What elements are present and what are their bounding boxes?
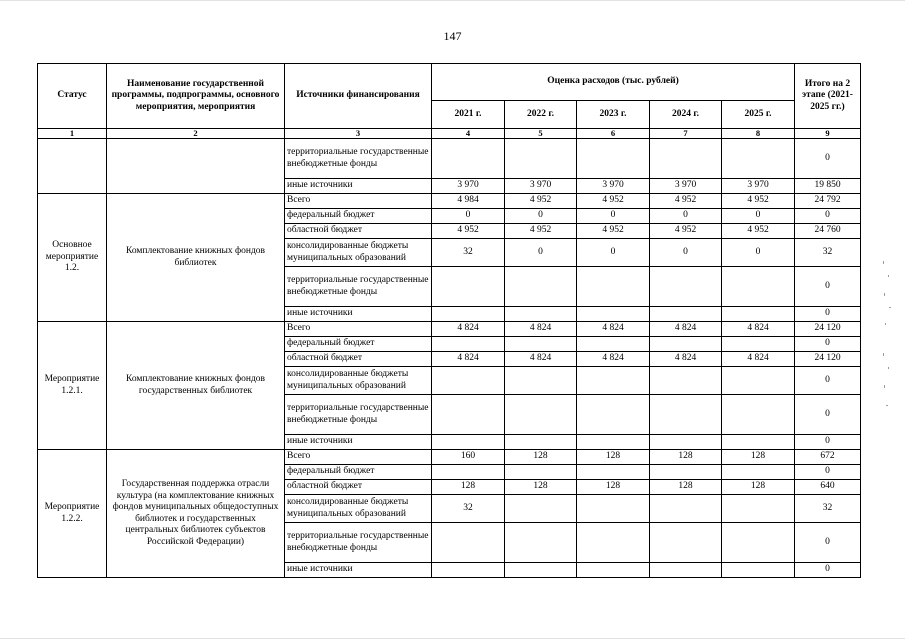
value-cell <box>722 367 795 395</box>
header-year: 2022 г. <box>505 101 577 129</box>
table-body <box>38 64 861 578</box>
value-cell <box>650 337 722 352</box>
value-cell: 4 952 <box>577 224 650 239</box>
table-row <box>38 139 861 179</box>
value-cell: 3 970 <box>505 179 577 194</box>
value-cell <box>505 495 577 523</box>
table-row <box>38 194 861 209</box>
value-cell: 0 <box>577 239 650 267</box>
header-status: Статус <box>38 64 107 129</box>
source-cell: Всего <box>285 450 432 465</box>
status-cell: Мероприятие 1.2.2. <box>38 450 107 578</box>
scan-edge-top <box>0 0 905 1</box>
value-cell <box>722 495 795 523</box>
source-cell: федеральный бюджет <box>285 337 432 352</box>
value-cell <box>577 495 650 523</box>
total-cell: 0 <box>795 337 861 352</box>
value-cell <box>505 435 577 450</box>
source-cell: иные источники <box>285 563 432 578</box>
value-cell <box>505 395 577 435</box>
total-cell: 0 <box>795 465 861 480</box>
total-cell: 672 <box>795 450 861 465</box>
value-cell <box>650 307 722 322</box>
value-cell <box>505 523 577 563</box>
source-cell: Всего <box>285 322 432 337</box>
source-cell: Всего <box>285 194 432 209</box>
value-cell: 4 824 <box>722 322 795 337</box>
value-cell: 4 952 <box>722 194 795 209</box>
value-cell <box>505 307 577 322</box>
value-cell <box>650 267 722 307</box>
value-cell: 128 <box>722 450 795 465</box>
total-cell: 0 <box>795 139 861 179</box>
source-cell: иные источники <box>285 307 432 322</box>
value-cell <box>505 563 577 578</box>
status-cell: Основное мероприятие 1.2. <box>38 194 107 322</box>
source-cell: федеральный бюджет <box>285 465 432 480</box>
column-number: 9 <box>795 129 861 139</box>
value-cell: 160 <box>432 450 505 465</box>
value-cell <box>577 267 650 307</box>
column-number: 6 <box>577 129 650 139</box>
value-cell <box>650 563 722 578</box>
value-cell <box>577 523 650 563</box>
budget-table <box>37 63 861 578</box>
value-cell <box>505 337 577 352</box>
value-cell: 4 824 <box>432 352 505 367</box>
column-number: 8 <box>722 129 795 139</box>
value-cell <box>505 267 577 307</box>
value-cell: 0 <box>650 239 722 267</box>
name-cell: Комплектование книжных фондов государственных библиотек <box>107 322 285 450</box>
value-cell <box>650 495 722 523</box>
value-cell: 4 952 <box>577 194 650 209</box>
header-name: Наименование государственной программы, подпрограммы, основного мероприятия, мероприятия <box>107 64 285 129</box>
total-cell: 24 120 <box>795 352 861 367</box>
value-cell: 128 <box>577 450 650 465</box>
total-cell: 0 <box>795 307 861 322</box>
value-cell <box>650 395 722 435</box>
value-cell: 4 824 <box>505 322 577 337</box>
total-cell: 32 <box>795 495 861 523</box>
value-cell <box>432 395 505 435</box>
column-number: 3 <box>285 129 432 139</box>
value-cell <box>650 523 722 563</box>
header-row <box>38 64 861 101</box>
value-cell <box>722 337 795 352</box>
value-cell: 128 <box>432 480 505 495</box>
value-cell: 128 <box>505 480 577 495</box>
value-cell: 0 <box>650 209 722 224</box>
value-cell <box>650 139 722 179</box>
value-cell <box>432 267 505 307</box>
value-cell: 0 <box>722 209 795 224</box>
total-cell: 0 <box>795 267 861 307</box>
source-cell: территориальные государственные внебюджетные фонды <box>285 139 432 179</box>
value-cell <box>577 367 650 395</box>
value-cell <box>722 267 795 307</box>
total-cell: 24 792 <box>795 194 861 209</box>
value-cell <box>577 139 650 179</box>
value-cell <box>505 465 577 480</box>
value-cell: 3 970 <box>577 179 650 194</box>
value-cell: 0 <box>505 209 577 224</box>
total-cell: 0 <box>795 563 861 578</box>
status-cell <box>38 139 107 194</box>
column-number: 2 <box>107 129 285 139</box>
column-number: 1 <box>38 129 107 139</box>
name-cell: Комплектование книжных фондов библиотек <box>107 194 285 322</box>
header-year: 2023 г. <box>577 101 650 129</box>
value-cell: 4 824 <box>577 352 650 367</box>
total-cell: 24 120 <box>795 322 861 337</box>
source-cell: федеральный бюджет <box>285 209 432 224</box>
source-cell: территориальные государственные внебюджетные фонды <box>285 395 432 435</box>
page-number: 147 <box>443 29 462 43</box>
name-cell <box>107 139 285 194</box>
source-cell: территориальные государственные внебюджетные фонды <box>285 523 432 563</box>
value-cell <box>722 563 795 578</box>
value-cell <box>505 367 577 395</box>
value-cell <box>432 435 505 450</box>
value-cell <box>432 307 505 322</box>
value-cell <box>722 395 795 435</box>
name-cell: Государственная поддержка отрасли культура (на комплектование книжных фондов муниципальных общедоступных библиотек и государственных центральных библиотек субъектов Российской Федерации) <box>107 450 285 578</box>
value-cell: 32 <box>432 495 505 523</box>
value-cell <box>650 367 722 395</box>
value-cell <box>577 337 650 352</box>
source-cell: иные источники <box>285 179 432 194</box>
value-cell: 4 952 <box>432 224 505 239</box>
value-cell: 4 824 <box>577 322 650 337</box>
source-cell: консолидированные бюджеты муниципальных образований <box>285 367 432 395</box>
total-cell: 0 <box>795 435 861 450</box>
value-cell: 4 824 <box>650 352 722 367</box>
source-cell: иные источники <box>285 435 432 450</box>
value-cell <box>432 523 505 563</box>
value-cell <box>577 435 650 450</box>
value-cell <box>577 563 650 578</box>
value-cell: 4 952 <box>650 224 722 239</box>
scan-marks <box>880 255 894 415</box>
value-cell: 128 <box>577 480 650 495</box>
value-cell: 0 <box>432 209 505 224</box>
value-cell <box>722 435 795 450</box>
total-cell: 0 <box>795 395 861 435</box>
value-cell: 4 824 <box>505 352 577 367</box>
header-sources: Источники финансирования <box>285 64 432 129</box>
value-cell: 0 <box>505 239 577 267</box>
source-cell: областной бюджет <box>285 224 432 239</box>
value-cell: 3 970 <box>650 179 722 194</box>
value-cell: 4 824 <box>650 322 722 337</box>
scan-edge-bottom <box>0 638 905 639</box>
value-cell: 4 952 <box>505 224 577 239</box>
source-cell: территориальные государственные внебюджетные фонды <box>285 267 432 307</box>
value-cell <box>722 307 795 322</box>
value-cell <box>650 435 722 450</box>
total-cell: 0 <box>795 367 861 395</box>
total-cell: 0 <box>795 523 861 563</box>
total-cell: 32 <box>795 239 861 267</box>
value-cell: 4 824 <box>432 322 505 337</box>
value-cell: 4 952 <box>722 224 795 239</box>
value-cell: 0 <box>722 239 795 267</box>
value-cell <box>432 465 505 480</box>
source-cell: областной бюджет <box>285 352 432 367</box>
value-cell <box>505 139 577 179</box>
value-cell <box>432 367 505 395</box>
value-cell: 128 <box>650 450 722 465</box>
value-cell: 128 <box>650 480 722 495</box>
value-cell <box>432 139 505 179</box>
header-estimate: Оценка расходов (тыс. рублей) <box>432 64 795 101</box>
total-cell: 24 760 <box>795 224 861 239</box>
source-cell: областной бюджет <box>285 480 432 495</box>
header-year: 2025 г. <box>722 101 795 129</box>
value-cell <box>650 465 722 480</box>
value-cell <box>432 337 505 352</box>
value-cell: 3 970 <box>722 179 795 194</box>
value-cell: 32 <box>432 239 505 267</box>
column-number: 7 <box>650 129 722 139</box>
source-cell: консолидированные бюджеты муниципальных образований <box>285 239 432 267</box>
column-number: 4 <box>432 129 505 139</box>
header-year: 2021 г. <box>432 101 505 129</box>
value-cell <box>722 465 795 480</box>
value-cell: 4 952 <box>650 194 722 209</box>
value-cell: 4 952 <box>505 194 577 209</box>
value-cell <box>577 395 650 435</box>
value-cell: 3 970 <box>432 179 505 194</box>
value-cell <box>577 465 650 480</box>
table-row <box>38 450 861 465</box>
source-cell: консолидированные бюджеты муниципальных образований <box>285 495 432 523</box>
value-cell <box>722 139 795 179</box>
status-cell: Мероприятие 1.2.1. <box>38 322 107 450</box>
total-cell: 19 850 <box>795 179 861 194</box>
total-cell: 640 <box>795 480 861 495</box>
column-number: 5 <box>505 129 577 139</box>
value-cell: 128 <box>505 450 577 465</box>
total-cell: 0 <box>795 209 861 224</box>
value-cell: 4 824 <box>722 352 795 367</box>
value-cell: 4 984 <box>432 194 505 209</box>
value-cell: 0 <box>577 209 650 224</box>
value-cell: 128 <box>722 480 795 495</box>
table-row <box>38 322 861 337</box>
header-total: Итого на 2 этапе (2021-2025 гг.) <box>795 64 861 129</box>
value-cell <box>722 523 795 563</box>
value-cell <box>432 563 505 578</box>
column-number-row <box>38 129 861 139</box>
value-cell <box>577 307 650 322</box>
header-year: 2024 г. <box>650 101 722 129</box>
